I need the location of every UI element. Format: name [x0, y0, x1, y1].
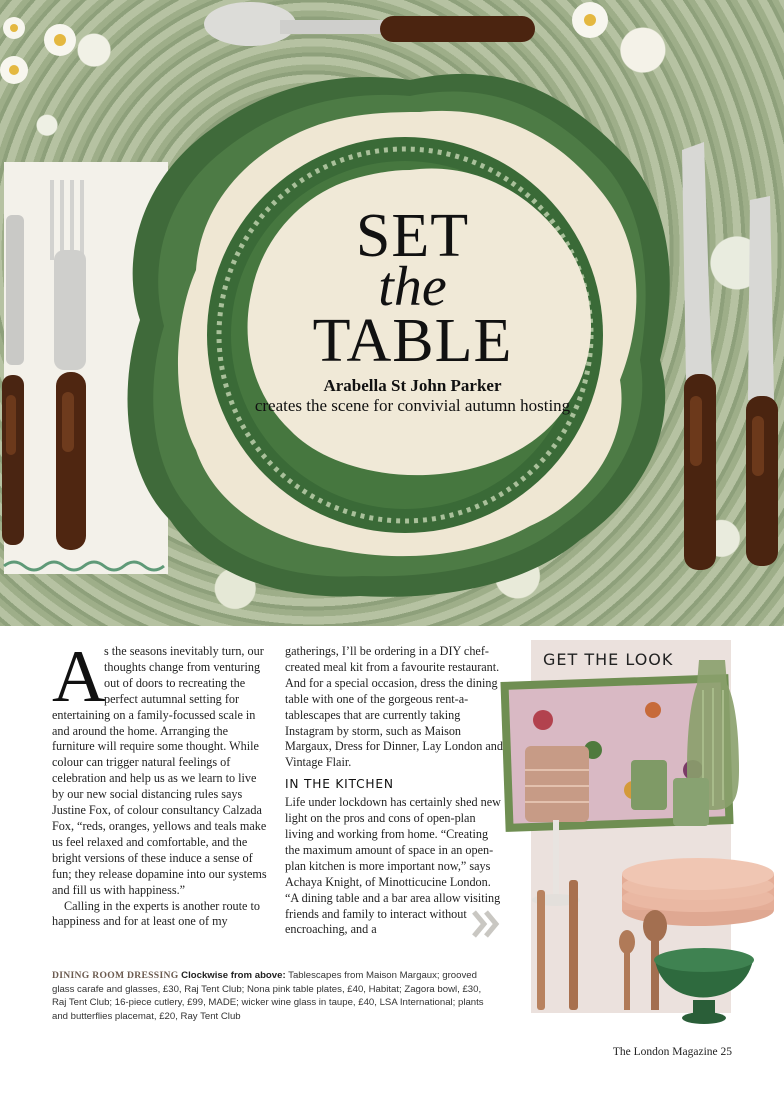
knife-right — [746, 196, 778, 566]
image-caption — [52, 969, 497, 1023]
article-column-1 — [52, 636, 268, 930]
article-paragraph-2: Calling in the experts is another route to happiness and for at least one of my — [52, 898, 260, 929]
green-tumbler — [631, 760, 667, 810]
headline-set: SET — [355, 202, 470, 270]
drop-cap: A — [52, 636, 106, 718]
continue-chevron-icon — [472, 910, 502, 938]
spoon — [204, 2, 535, 46]
author-name: Arabella St John Parker — [323, 376, 502, 395]
headline-the: the — [378, 256, 447, 318]
caption-text: Tablescapes from Maison Margaux; grooved glass carafe and glasses, £30, Raj Tent Club; Nona pink table plates, £40, Habitat; Zagora bowl, £30, Raj Tent Club; 16-piece cutlery, £99, MADE; wicker wine glass in taupe, £40, LSA International; plants and butterflies placemat, £20, Ray Tent Club — [52, 970, 484, 1022]
article-paragraph-1: s the seasons inevitably turn, our thoughts change from venturing out of doors to recreating the perfect autumnal setting for entertaining on a family-focussed scale in and around the home. Arranging the furniture will require some thought. While colour can trigger natural feelings of celebration and help us as we learn to live by our new social distancing rules says Justine Fox, of colour consultancy Calzada Fox, “reds, oranges, yellows and teals make us feel relaxed and comfortable, and the bright versions of these induce a sense of fun; they release dopamine into our systems and fill us with happiness.” — [52, 644, 267, 897]
page-folio: The London Magazine 25 — [612, 1046, 732, 1058]
zagora-green-bowl — [654, 948, 754, 1024]
article-paragraph-4: Life under lockdown has certainly shed new light on the pros and cons of open-plan living and working from home. “Creating the maximum amount of space in an open-plan kitchen is more important now,” says Achaya Knight, of Minotticucine London. “A dining table and a bar area allow visiting friends and family to interact without encroaching, and a — [285, 795, 501, 937]
get-the-look-title: GET THE LOOK — [543, 650, 674, 669]
byline — [240, 376, 585, 416]
standfirst: creates the scene for convivial autumn hosting — [254, 396, 571, 415]
section-subhead: IN THE KITCHEN — [285, 777, 394, 792]
pink-plates-stack — [622, 858, 774, 926]
article-column-2 — [285, 644, 505, 938]
caption-lead: Clockwise from above: — [181, 970, 286, 981]
caption-heading: DINING ROOM DRESSING — [52, 970, 179, 981]
headline-table: TABLE — [312, 307, 513, 375]
green-tumbler-small — [673, 778, 709, 826]
article-paragraph-3: gatherings, I’ll be ordering in a DIY chef-created meal kit from a favourite restaurant. And for a special occasion, dress the dining table with one of the gorgeous rent-a-tablescapes that are currently taking Instagram by storm, such as Maison Margaux, Dress for Dinner, Lay London and Vintage Flair. — [285, 644, 503, 770]
daisy-flowers — [0, 2, 608, 84]
headline-block — [240, 202, 585, 416]
product-collage — [503, 660, 763, 1040]
get-the-look-panel — [531, 640, 731, 1013]
knife-left — [682, 142, 716, 570]
